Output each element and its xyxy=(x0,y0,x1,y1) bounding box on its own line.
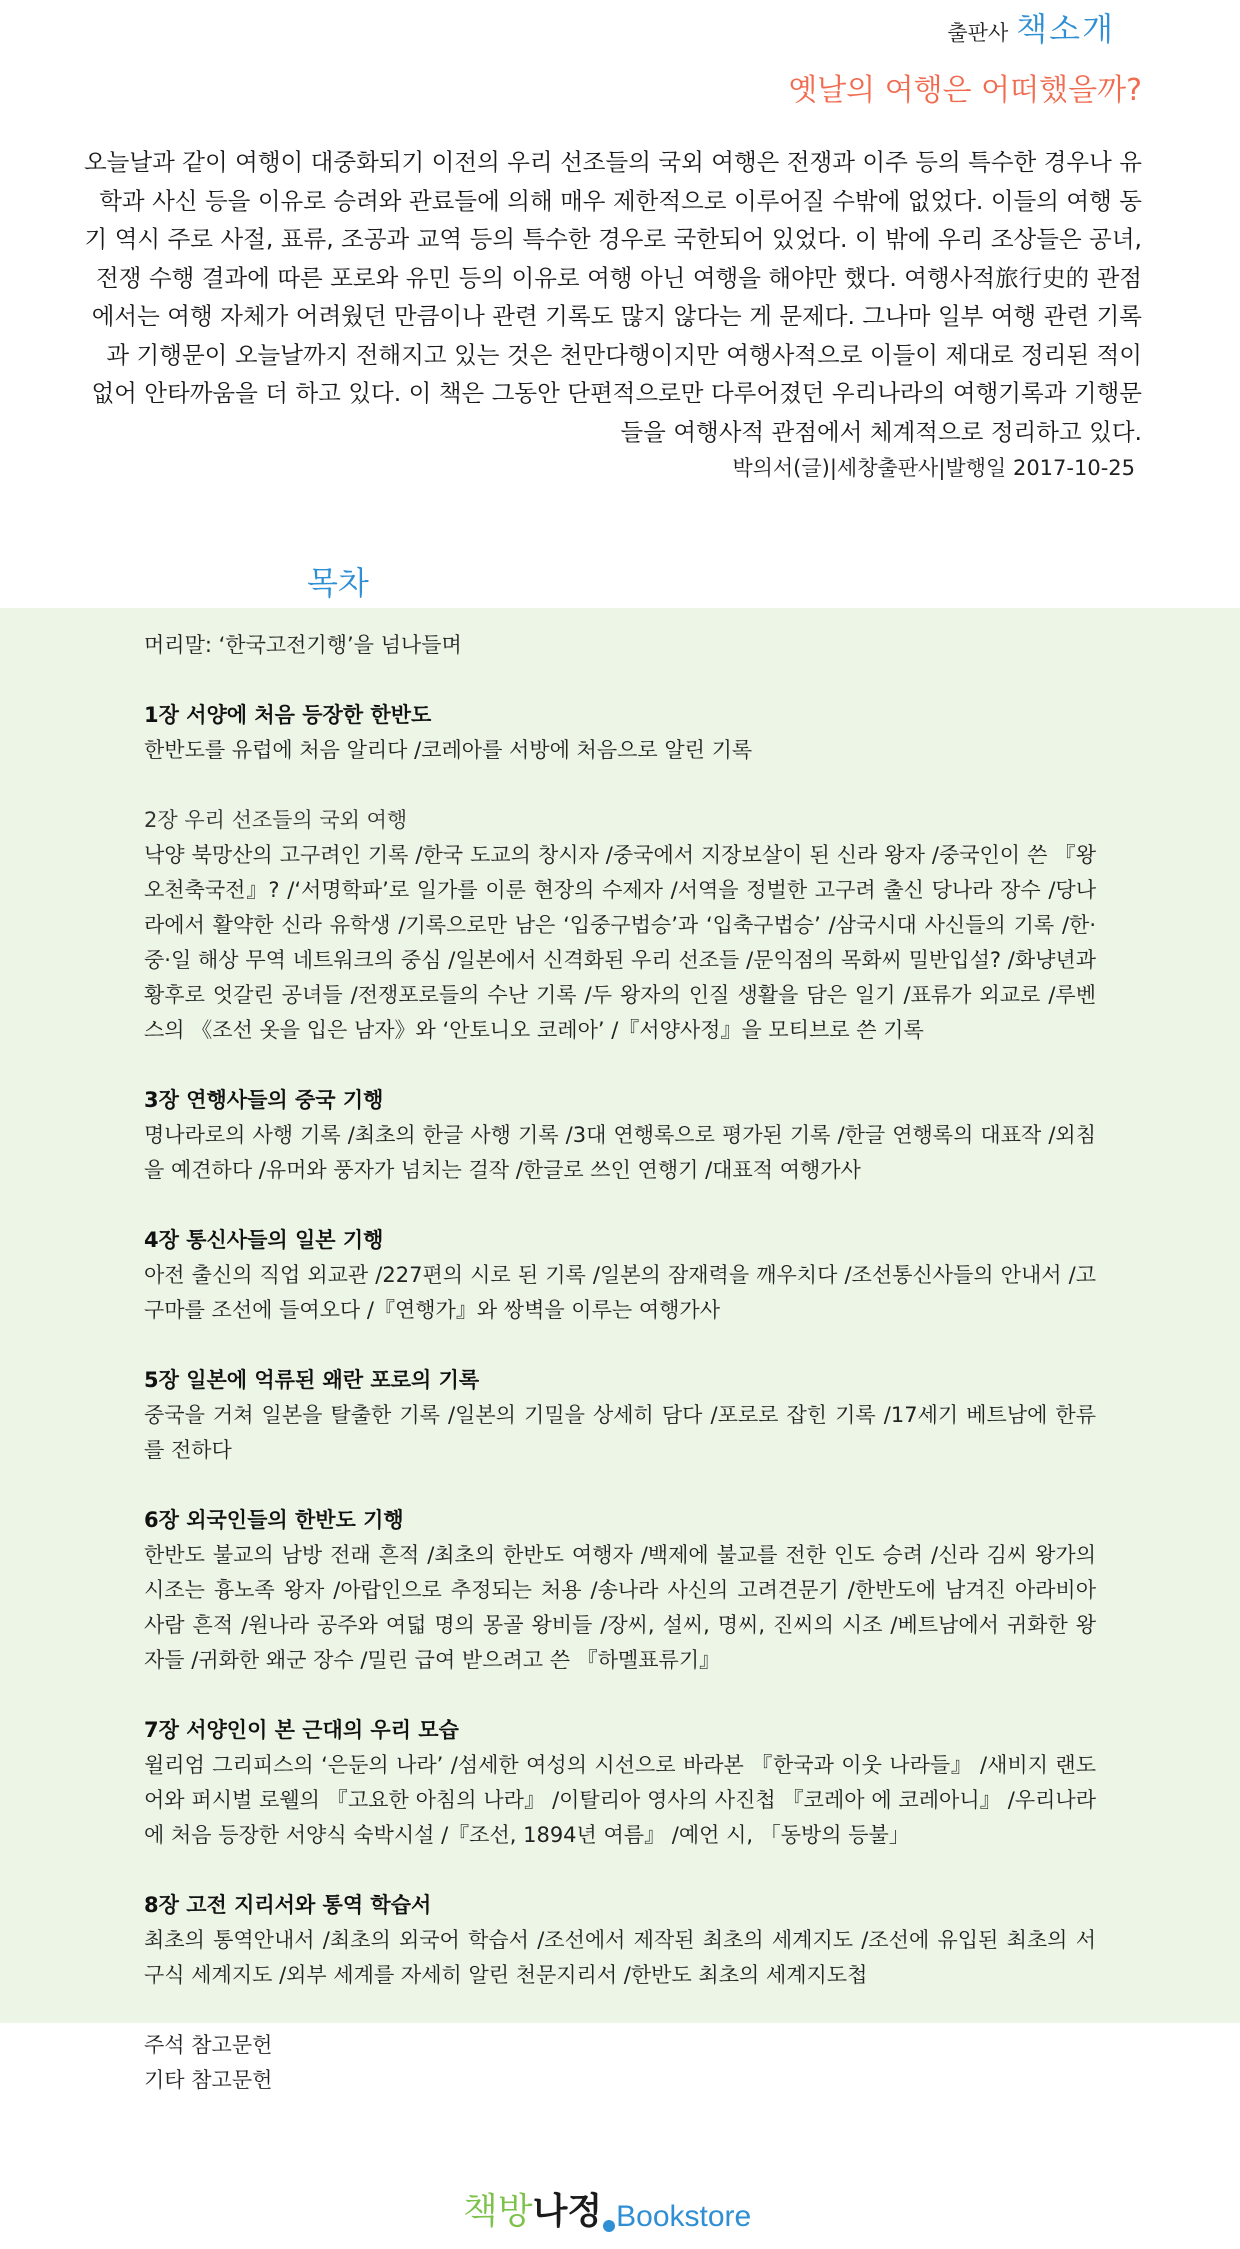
chapter-title: 1장 서양에 처음 등장한 한반도 xyxy=(144,703,432,727)
publication-info: 박의서(글)|세창출판사|발행일 2017-10-25 xyxy=(732,456,1135,480)
book-intro-label: 책소개 xyxy=(1016,10,1115,48)
chapter-title: 5장 일본에 억류된 왜란 포로의 기록 xyxy=(144,1368,480,1392)
header-label xyxy=(947,4,1115,50)
logo-english-text: Bookstore xyxy=(616,2200,752,2233)
logo-korean-part2: 나 xyxy=(532,2191,568,2232)
toc-preface: 머리말: ‘한국고전기행’을 넘나들며 xyxy=(144,633,462,657)
chapter-title: 3장 연행사들의 중국 기행 xyxy=(144,1088,384,1112)
toc-chapter-8 xyxy=(144,1888,1096,1993)
toc-chapter-6 xyxy=(144,1503,1096,1678)
chapter-body: 중국을 거쳐 일본을 탈출한 기록 /일본의 기밀을 상세히 담다 /포로로 잡힌 기록 /17세기 베트남에 한류를 전하다 xyxy=(144,1403,1096,1462)
toc-heading: 목차 xyxy=(307,564,369,602)
chapter-body: 윌리엄 그리피스의 ‘은둔의 나라’ /섬세한 여성의 시선으로 바라본 『한국과 이웃 나라들』 /새비지 랜도어와 퍼시벌 로웰의 『고요한 아침의 나라』 /이탈리아 영사의 사진첩 『코레아 에 코레아니』 /우리나라에 처음 등장한 서양식 숙박시설 /『조선, 1894년 여름』 /예언 시, 「동방의 등불」 xyxy=(144,1753,1096,1847)
book-title: 옛날의 여행은 어떠했을까? xyxy=(788,73,1142,108)
toc-appendix-notes: 주석 참고문헌 xyxy=(144,2033,273,2057)
toc-chapter-4 xyxy=(144,1223,1096,1328)
toc-chapter-2 xyxy=(144,803,1096,1048)
chapter-title: 7장 서양인이 본 근대의 우리 모습 xyxy=(144,1718,459,1742)
chapter-title: 2장 우리 선조들의 국외 여행 xyxy=(144,808,408,832)
book-description: 오늘날과 같이 여행이 대중화되기 이전의 우리 선조들의 국외 여행은 전쟁과 이주 등의 특수한 경우나 유학과 사신 등을 이유로 승려와 관료들에 의해 매우 제한적으로 이루어질 수밖에 없었다. 이들의 여행 동기 역시 주로 사절, 표류, 조공과 교역 등의 특수한 경우로 국한되어 있었다. 이 밖에 우리 조상들은 공녀, 전쟁 수행 결과에 따른 포로와 유민 등의 이유로 여행 아닌 여행을 해야만 했다. 여행사적旅行史的 관점에서는 여행 자체가 어려웠던 만큼이나 관련 기록도 많지 않다는 게 문제다. 그나마 일부 여행 관련 기록과 기행문이 오늘날까지 전해지고 있는 것은 천만다행이지만 여행사적으로 이들이 제대로 정리된 적이 없어 안타까움을 더 하고 있다. 이 책은 그동안 단편적으로만 다루어졌던 우리나라의 여행기록과 기행문들을 여행사적 관점에서 체계적으로 정리하고 있다. xyxy=(83,148,1142,446)
chapter-body: 한반도 불교의 남방 전래 흔적 /최초의 한반도 여행자 /백제에 불교를 전한 인도 승려 /신라 김씨 왕가의 시조는 흉노족 왕자 /아랍인으로 추정되는 처용 /송나라 사신의 고려견문기 /한반도에 남겨진 아라비아 사람 흔적 /원나라 공주와 여덟 명의 몽골 왕비들 /장씨, 설씨, 명씨, 진씨의 시조 /베트남에서 귀화한 왕자들 /귀화한 왜군 장수 /밀린 급여 받으려고 쓴 『하멜표류기』 xyxy=(144,1543,1096,1672)
logo-dot-icon xyxy=(603,2220,615,2232)
chapter-title: 8장 고전 지리서와 통역 학습서 xyxy=(144,1893,432,1917)
toc-chapter-1 xyxy=(144,698,1096,768)
table-of-contents xyxy=(144,628,1096,2098)
toc-appendix-other: 기타 참고문헌 xyxy=(144,2068,273,2092)
logo-korean-part1: 책방 xyxy=(463,2191,533,2232)
toc-chapter-5 xyxy=(144,1363,1096,1468)
chapter-title: 4장 통신사들의 일본 기행 xyxy=(144,1228,384,1252)
chapter-body: 낙양 북망산의 고구려인 기록 /한국 도교의 창시자 /중국에서 지장보살이 된 신라 왕자 /중국인이 쓴 『왕오천축국전』? /‘서명학파’로 일가를 이룬 현장의 수제자 /서역을 정벌한 고구려 출신 당나라 장수 /당나라에서 활약한 신라 유학생 /기록으로만 남은 ‘입중구법승’과 ‘입축구법승’ /삼국시대 사신들의 기록 /한·중·일 해상 무역 네트워크의 중심 /일본에서 신격화된 우리 선조들 /문익점의 목화씨 밀반입설? /화냥년과 황후로 엇갈린 공녀들 /전쟁포로들의 수난 기록 /두 왕자의 인질 생활을 담은 일기 /표류가 외교로 /루벤스의 《조선 옷을 입은 남자》와 ‘안토니오 코레아’ /『서양사정』을 모티브로 쓴 기록 xyxy=(144,843,1096,1042)
logo-korean-text xyxy=(463,2191,602,2232)
publisher-label: 출판사 xyxy=(947,21,1009,45)
chapter-body: 한반도를 유럽에 처음 알리다 /코레아를 서방에 처음으로 알린 기록 xyxy=(144,738,753,762)
bookstore-logo[interactable] xyxy=(463,2183,783,2243)
chapter-body: 최초의 통역안내서 /최초의 외국어 학습서 /조선에서 제작된 최초의 세계지도 /조선에 유입된 최초의 서구식 세계지도 /외부 세계를 자세히 알린 천문지리서 /한반도 최초의 세계지도첩 xyxy=(144,1928,1096,1987)
toc-chapter-7 xyxy=(144,1713,1096,1853)
chapter-body: 명나라로의 사행 기록 /최초의 한글 사행 기록 /3대 연행록으로 평가된 기록 /한글 연행록의 대표작 /외침을 예견하다 /유머와 풍자가 넘치는 걸작 /한글로 쓰인 연행기 /대표적 여행가사 xyxy=(144,1123,1096,1182)
chapter-body: 아전 출신의 직업 외교관 /227편의 시로 된 기록 /일본의 잠재력을 깨우치다 /조선통신사들의 안내서 /고구마를 조선에 들여오다 /『연행가』와 쌍벽을 이루는 여행가사 xyxy=(144,1263,1096,1322)
toc-chapter-3 xyxy=(144,1083,1096,1188)
logo-korean-part3: 정 xyxy=(567,2191,603,2232)
chapter-title: 6장 외국인들의 한반도 기행 xyxy=(144,1508,404,1532)
